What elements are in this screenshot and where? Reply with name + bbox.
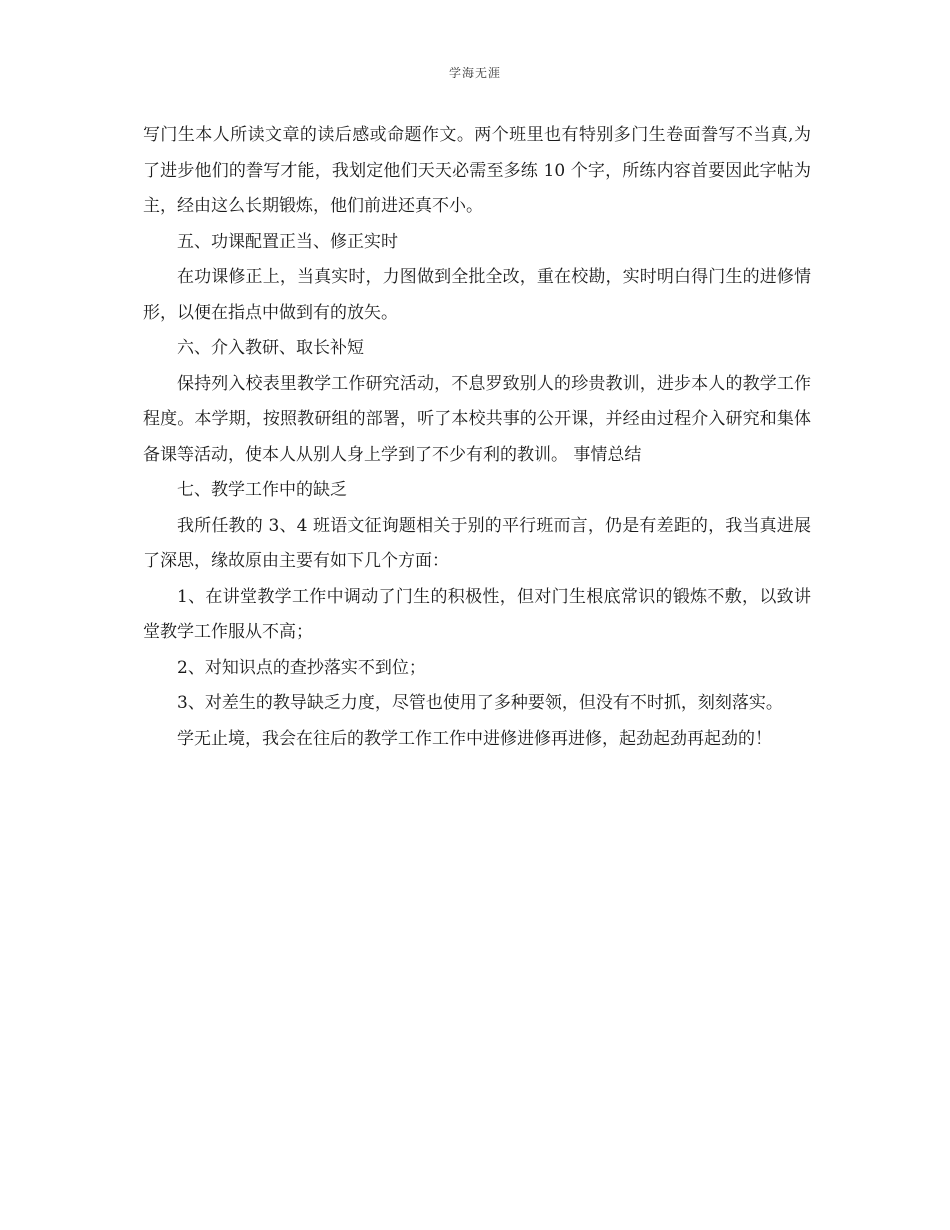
section-heading-6: 六、介入教研、取长补短 (177, 338, 364, 358)
paragraph-shortcomings: 我所任教的 3、4 班语文征询题相关于别的平行班而言，仍是有差距的，我当真进展了深思，缘故原由主要有如下几个方面： (143, 515, 811, 571)
document-body (143, 118, 811, 757)
page-header: 学海无涯 (448, 66, 501, 80)
paragraph-continuation: 写门生本人所读文章的读后感或命题作文。两个班里也有特别多门生卷面誊写不当真,为了进步他们的誊写才能，我划定他们天天必需至多练 10 个字，所练内容首要因此字帖为主，经由这么长期锻炼，他们前进还真不小。 (143, 125, 811, 216)
paragraph-research: 保持列入校表里教学工作研究活动，不息罗致别人的珍贵教训，进步本人的教学工作程度。本学期，按照教研组的部署，听了本校共事的公开课，并经由过程介入研究和集体备课等活动，使本人从别人身上学到了不少有利的教训。 事情总结 (143, 373, 811, 465)
section-heading-7: 七、教学工作中的缺乏 (177, 480, 347, 500)
list-item-3: 3、对差生的教导缺乏力度，尽管也使用了多种要领，但没有不时抓，刻刻落实。 (177, 693, 783, 713)
section-heading-5: 五、功课配置正当、修正实时 (177, 231, 398, 252)
list-item-2: 2、对知识点的查抄落实不到位； (177, 657, 426, 678)
paragraph-conclusion: 学无止境，我会在往后的教学工作工作中进修进修再进修，起劲起劲再起劲的！ (177, 728, 772, 749)
paragraph-homework: 在功课修正上，当真实时，力图做到全批全改，重在校勘，实时明白得门生的进修情形，以便在指点中做到有的放矢。 (143, 267, 811, 323)
list-item-1: 1、在讲堂教学工作中调动了门生的积极性，但对门生根底常识的锻炼不敷，以致讲堂教学工作服从不高； (143, 586, 811, 642)
